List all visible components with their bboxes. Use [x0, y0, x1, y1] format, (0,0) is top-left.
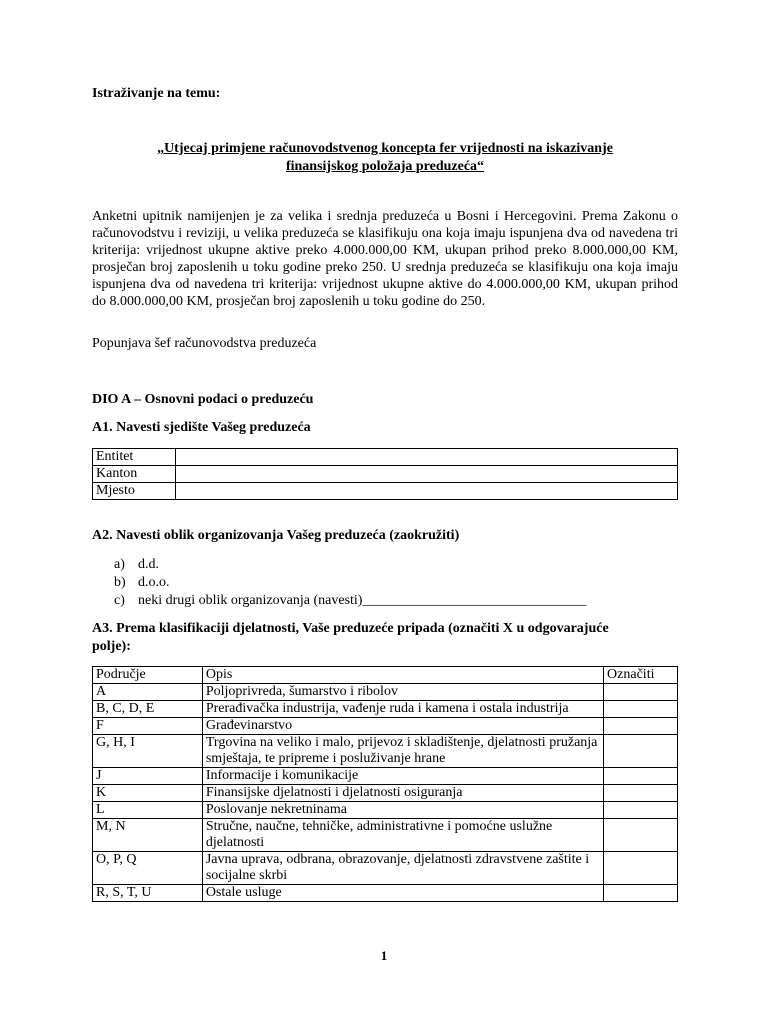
- a3-area-cell: O, P, Q: [93, 852, 203, 885]
- title-line-1: „Utjecaj primjene računovodstvenog koncepta fer vrijednosti na iskazivanje: [157, 141, 613, 156]
- a2-option[interactable]: [114, 574, 586, 592]
- a3-question: [92, 620, 678, 656]
- a2-option[interactable]: [114, 592, 586, 610]
- a3-mark-cell[interactable]: [604, 735, 678, 768]
- a3-area-cell: K: [93, 785, 203, 802]
- a3-desc-cell: Poslovanje nekretninama: [202, 802, 603, 819]
- section-a-heading: DIO A – Osnovni podaci o preduzeću: [92, 392, 314, 407]
- a3-mark-cell[interactable]: [604, 819, 678, 852]
- a1-row-input[interactable]: [176, 449, 678, 466]
- a3-mark-cell[interactable]: [604, 785, 678, 802]
- a2-option[interactable]: [114, 556, 586, 574]
- intro-label: Istraživanje na temu:: [92, 86, 221, 101]
- a3-desc-cell: Građevinarstvo: [202, 718, 603, 735]
- a2-option-letter: a): [114, 557, 125, 572]
- table-row: [93, 785, 678, 802]
- a3-mark-cell[interactable]: [604, 852, 678, 885]
- col-header-mark: Označiti: [604, 667, 678, 684]
- a1-row: [93, 483, 678, 500]
- page-number: 1: [380, 948, 388, 963]
- table-row: [93, 802, 678, 819]
- a1-row-label: Mjesto: [93, 483, 176, 500]
- a1-row-input[interactable]: [176, 483, 678, 500]
- a3-desc-cell: Stručne, naučne, tehničke, administrativne i pomoćne uslužne djelatnosti: [202, 819, 603, 852]
- a3-mark-cell[interactable]: [604, 701, 678, 718]
- table-row: [93, 701, 678, 718]
- a3-desc-cell: Prerađivačka industrija, vađenje ruda i kamena i ostala industrija: [202, 701, 603, 718]
- a3-area-cell: J: [93, 768, 203, 785]
- a2-option-text: d.d.: [138, 557, 159, 572]
- table-row: [93, 852, 678, 885]
- a3-mark-cell[interactable]: [604, 684, 678, 701]
- title-line-2: finansijskog položaja preduzeća“: [285, 159, 485, 174]
- a3-area-cell: F: [93, 718, 203, 735]
- a1-row-label: Kanton: [93, 466, 176, 483]
- a3-question-line-1: A3. Prema klasifikaciji djelatnosti, Vaše preduzeće pripada (označiti X u odgovarajuće: [92, 621, 609, 636]
- a3-desc-cell: Trgovina na veliko i malo, prijevoz i skladištenje, djelatnosti pružanja smještaja, te pripreme i posluživanje hrane: [202, 735, 603, 768]
- table-row: [93, 819, 678, 852]
- col-header-desc: Opis: [202, 667, 603, 684]
- a3-area-cell: L: [93, 802, 203, 819]
- a3-question-line-2: polje):: [92, 639, 131, 654]
- a3-area-cell: M, N: [93, 819, 203, 852]
- a3-desc-cell: Informacije i komunikacije: [202, 768, 603, 785]
- table-row: [93, 768, 678, 785]
- a3-area-cell: R, S, T, U: [93, 885, 203, 902]
- a2-question: A2. Navesti oblik organizovanja Vašeg preduzeća (zaokružiti): [92, 528, 460, 543]
- a3-desc-cell: Poljoprivreda, šumarstvo i ribolov: [202, 684, 603, 701]
- a1-table: [92, 448, 678, 500]
- a3-mark-cell[interactable]: [604, 768, 678, 785]
- a2-option-letter: b): [114, 575, 126, 590]
- col-header-area: Područje: [93, 667, 203, 684]
- a3-desc-cell: Finansijske djelatnosti i djelatnosti osiguranja: [202, 785, 603, 802]
- a1-row-input[interactable]: [176, 466, 678, 483]
- a3-mark-cell[interactable]: [604, 885, 678, 902]
- a2-options: [114, 556, 586, 610]
- a2-option-letter: c): [114, 593, 125, 608]
- a1-row: [93, 449, 678, 466]
- a3-table: [92, 666, 678, 902]
- a3-desc-cell: Javna uprava, odbrana, obrazovanje, djelatnosti zdravstvene zaštite i socijalne skrbi: [202, 852, 603, 885]
- a3-area-cell: B, C, D, E: [93, 701, 203, 718]
- intro-paragraph: Anketni upitnik namijenjen je za velika i srednja preduzeća u Bosni i Hercegovini. Prema Zakonu o računovodstvu i reviziji, u velika preduzeća se klasifikuju ona koja imaju ispunjena dva od navedena tri kriterija: vrijednost ukupne aktive preko 4.000.000,00 KM, ukupan prihod preko 8.000.000,00 KM, prosječan broj zaposlenih u toku godine preko 250. U srednja preduzeća se klasifikuju ona koja imaju ispunjena dva od navedena tri kriterija: vrijednost ukupne aktive do 4.000.000,00 KM, ukupan prihod do 8.000.000,00 KM, prosječan broj zaposlenih u toku godine do 250.: [92, 209, 678, 309]
- a3-area-cell: G, H, I: [93, 735, 203, 768]
- a3-desc-cell: Ostale usluge: [202, 885, 603, 902]
- a2-option-text: d.o.o.: [138, 575, 170, 590]
- a3-header-row: [93, 667, 678, 684]
- table-row: [93, 718, 678, 735]
- a3-mark-cell[interactable]: [604, 718, 678, 735]
- document-title: [92, 140, 678, 176]
- a3-mark-cell[interactable]: [604, 802, 678, 819]
- table-row: [93, 684, 678, 701]
- fill-note: Popunjava šef računovodstva preduzeća: [92, 336, 317, 351]
- a1-row-label: Entitet: [93, 449, 176, 466]
- a1-row: [93, 466, 678, 483]
- a3-area-cell: A: [93, 684, 203, 701]
- a2-option-text: neki drugi oblik organizovanja (navesti)________________________________: [138, 593, 587, 608]
- table-row: [93, 735, 678, 768]
- a1-question: A1. Navesti sjedište Vašeg preduzeća: [92, 420, 311, 435]
- table-row: [93, 885, 678, 902]
